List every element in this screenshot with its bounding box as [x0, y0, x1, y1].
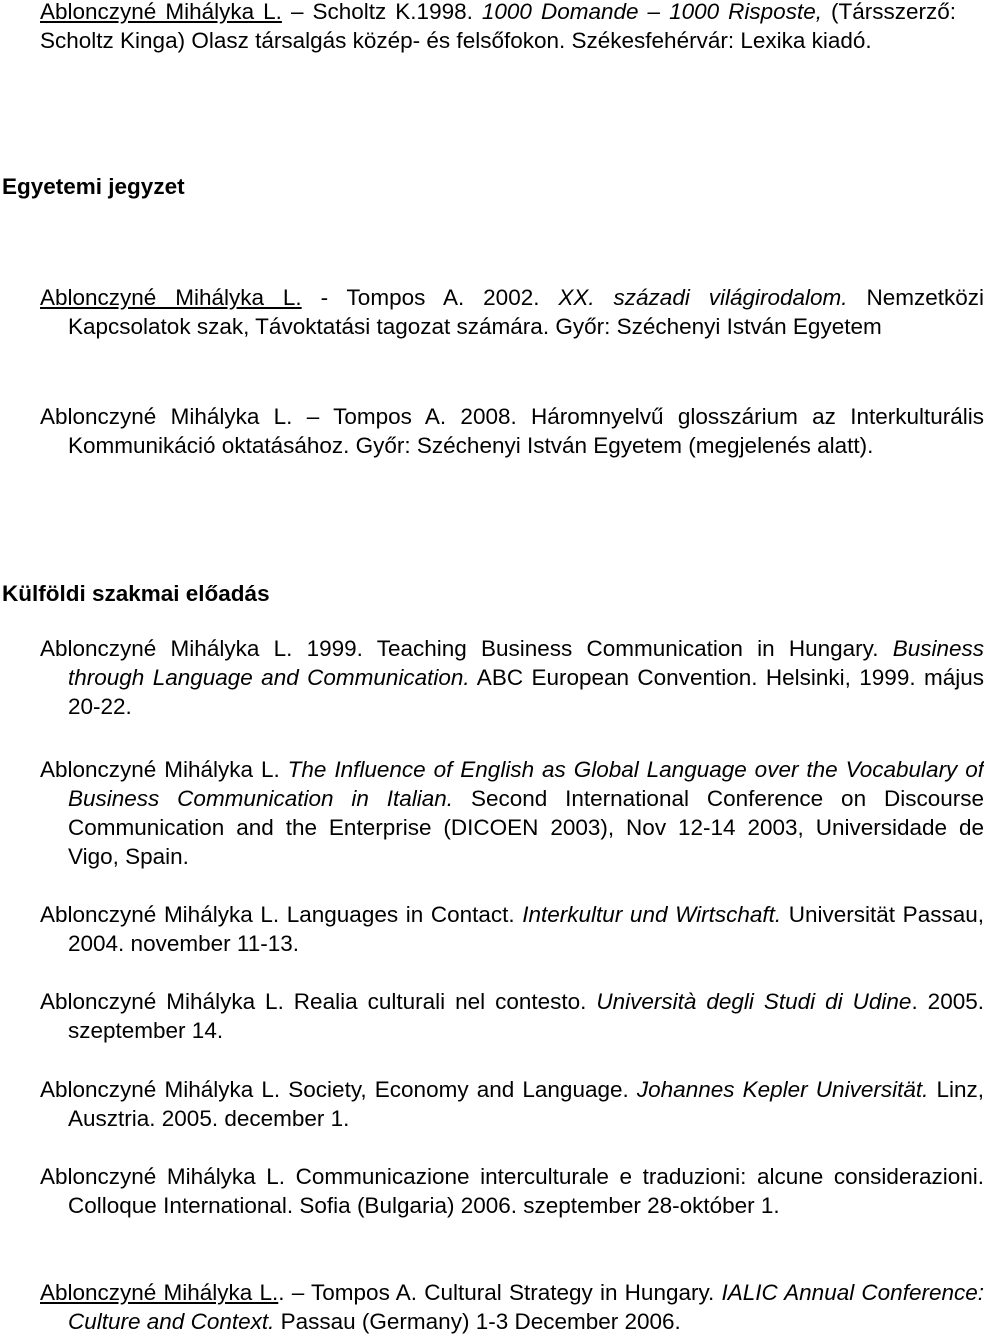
entry-details: Ablonczyné Mihályka L. Society, Economy and Language.: [40, 1077, 637, 1102]
bibliography-entry: [40, 402, 984, 460]
entry-details: Ablonczyné Mihályka L. Communicazione interculturale e traduzioni: alcune considerazioni. Colloque International. Sofia (Bulgaria) 2006. szeptember 28-október 1.: [40, 1164, 984, 1218]
entry-details: . – Tompos A. Cultural Strategy in Hungary.: [278, 1280, 722, 1305]
entry-details-tail: Second International Conference on Discourse Communication and the Enterprise (DICOEN 2003), Nov 12-14 2003, Universidade de Vigo, Spain.: [68, 786, 984, 869]
entry-title: XX. századi világirodalom.: [558, 285, 848, 310]
bibliography-entry: [40, 1278, 984, 1336]
entry-title: Università degli Studi di Udine: [596, 989, 912, 1014]
entry-details-tail: Linz, Ausztria. 2005. december 1.: [68, 1077, 984, 1131]
bibliography-entry: [40, 634, 984, 721]
entry-details-tail: Universität Passau, 2004. november 11-13.: [68, 902, 984, 956]
bibliography-entry: [40, 900, 984, 958]
entry-details-tail: ABC European Convention. Helsinki, 1999. május 20-22.: [68, 665, 984, 719]
entry-author: Ablonczyné Mihályka L.: [40, 0, 282, 24]
entry-author: Ablonczyné Mihályka L.: [40, 404, 293, 429]
bibliography-entry: [40, 283, 984, 341]
entry-title: Interkultur und Wirtschaft.: [522, 902, 782, 927]
section-heading-eloadas: Külföldi szakmai előadás: [2, 581, 270, 606]
entry-separator: – Scholtz K.1998.: [281, 0, 482, 24]
entry-author: Ablonczyné Mihályka L.: [40, 1280, 279, 1305]
entry-details: Ablonczyné Mihályka L. 1999. Teaching Business Communication in Hungary.: [40, 636, 893, 661]
entry-title: 1000 Domande – 1000 Risposte,: [481, 0, 822, 24]
entry-details: – Tompos A. 2008. Háromnyelvű glosszárium az Interkulturális Kommunikáció oktatásához. Győr: Széchenyi István Egyetem (megjelenés alatt).: [68, 404, 984, 458]
entry-details: Ablonczyné Mihályka L.: [40, 757, 288, 782]
entry-details: Ablonczyné Mihályka L. Realia culturali nel contesto.: [40, 989, 597, 1014]
entry-details: Nemzetközi Kapcsolatok szak, Távoktatási tagozat számára. Győr: Széchenyi István Egyetem: [68, 285, 984, 339]
entry-separator: - Tompos A. 2002.: [301, 285, 559, 310]
entry-details: Ablonczyné Mihályka L. Languages in Contact.: [40, 902, 523, 927]
entry-title: The Influence of English as Global Language over the Vocabulary of Business Communication in Italian.: [68, 757, 984, 811]
entry-title: Johannes Kepler Universität.: [636, 1077, 929, 1102]
entry-details-tail: Passau (Germany) 1-3 December 2006.: [274, 1309, 681, 1334]
bibliography-entry: [40, 0, 956, 55]
section-heading-jegyzet: Egyetemi jegyzet: [2, 174, 185, 199]
bibliography-entry: [40, 1162, 984, 1220]
bibliography-entry: [40, 755, 984, 871]
entry-details: (Társszerző: Scholtz Kinga) Olasz társalgás közép- és felsőfokon. Székesfehérvár: Lexika kiadó.: [40, 0, 957, 53]
bibliography-entry: [40, 1075, 984, 1133]
bibliography-entry: [40, 987, 984, 1045]
entry-details-tail: . 2005. szeptember 14.: [68, 989, 984, 1043]
entry-title: Business through Language and Communication.: [68, 636, 984, 690]
entry-author: Ablonczyné Mihályka L.: [40, 285, 302, 310]
entry-title: IALIC Annual Conference: Culture and Context.: [68, 1280, 984, 1334]
